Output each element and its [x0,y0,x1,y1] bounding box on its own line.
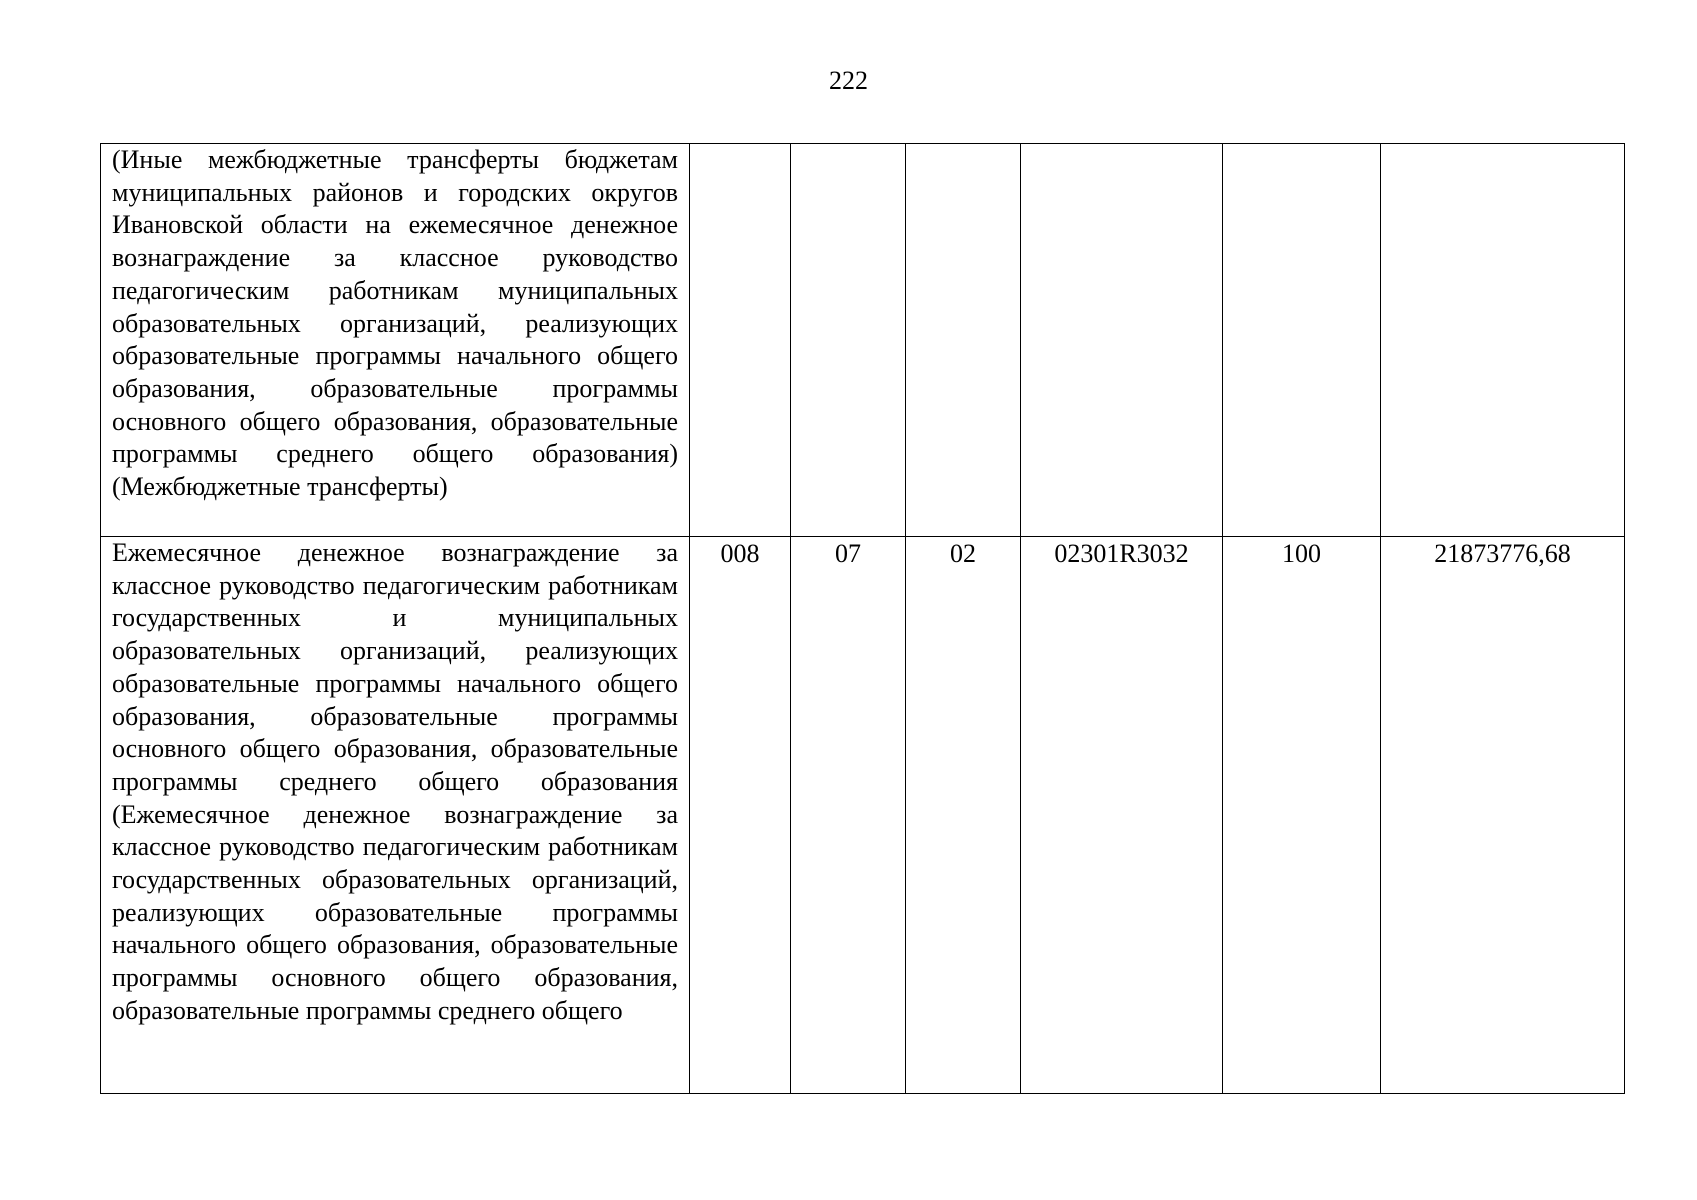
page-number: 222 [829,66,868,95]
section-code-cell: 07 [791,537,906,1094]
row-description: Ежемесячное денежное вознаграждение за классное руководство педагогическим работникам государственных и муниципальных образовательных организаций, реализующих образовательные программы начального общего образования, образовательные программы основного общего образования, образовательные программы среднего общего образования (Ежемесячное денежное вознаграждение за классное руководство педагогическим работникам государственных образовательных организаций, реализующих образовательные программы начального общего образования, образовательные программы основного общего образования, образовательные программы среднего общего [112,538,678,1025]
table-row [101,144,1625,537]
section-code-cell [791,144,906,537]
expense-type-cell [1223,144,1381,537]
target-article-cell: 02301R3032 [1021,537,1223,1094]
table-row [101,537,1625,1094]
ministry-code-cell [690,144,791,537]
amount-cell [1381,144,1625,537]
subsection-code-cell: 02 [906,537,1021,1094]
description-cell [101,537,690,1094]
budget-table [100,143,1625,1094]
description-cell [101,144,690,537]
amount-cell: 21873776,68 [1381,537,1625,1094]
row-description: (Иные межбюджетные трансферты бюджетам муниципальных районов и городских округов Ивановской области на ежемесячное денежное вознаграждение за классное руководство педагогическим работникам муниципальных образовательных организаций, реализующих образовательные программы начального общего образования, образовательные программы основного общего образования, образовательные программы среднего общего образования) (Межбюджетные трансферты) [112,145,678,502]
ministry-code-cell: 008 [690,537,791,1094]
expense-type-cell: 100 [1223,537,1381,1094]
target-article-cell [1021,144,1223,537]
subsection-code-cell [906,144,1021,537]
